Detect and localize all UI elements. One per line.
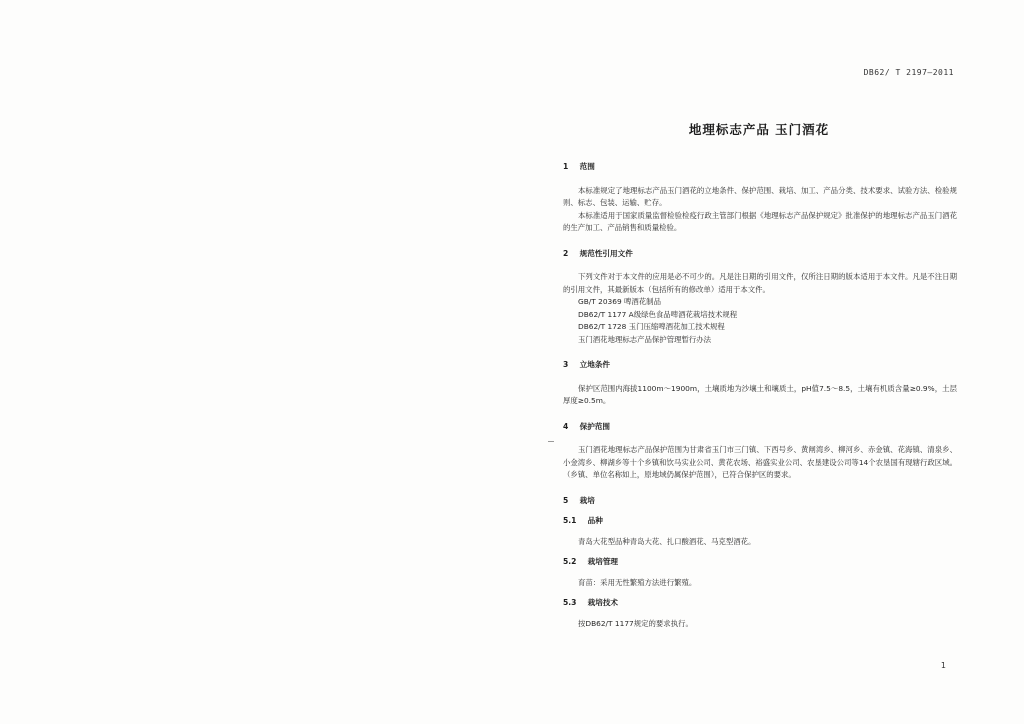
- reference-item: DB62/T 1728 玉门压缩啤酒花加工技术规程: [578, 322, 725, 331]
- section-number: 3: [563, 360, 569, 369]
- section-number: 4: [563, 421, 569, 431]
- paragraph: 下列文件对于本文件的应用是必不可少的。凡是注日期的引用文件，仅所注日期的版本适用于本文件。凡是不注日期的引用文件，其最新版本（包括所有的修改单）适用于本文件。: [563, 272, 957, 294]
- section-title: 保护范围: [579, 421, 611, 431]
- section-title: 栽培: [579, 495, 595, 505]
- page-number: 1: [940, 661, 946, 670]
- subsection-title: 栽培管理: [587, 557, 619, 566]
- paragraph: 本标准适用于国家质量监督检验检疫行政主管部门根据《地理标志产品保护规定》批准保护的地理标志产品玉门酒花的生产加工、产品销售和质量检验。: [563, 210, 957, 232]
- section-title: 规范性引用文件: [579, 248, 633, 258]
- subsection-number: 5.2: [563, 557, 577, 566]
- subsection-number: 5.1: [563, 516, 577, 525]
- document-title: 地理标志产品 玉门酒花: [688, 122, 830, 137]
- subsection-heading-management: [563, 556, 957, 569]
- document-body: [563, 161, 957, 630]
- paragraph: 按DB62/T 1177规定的要求执行。: [578, 618, 693, 628]
- subsection-number: 5.3: [563, 598, 577, 607]
- paragraph: 玉门酒花地理标志产品保护范围为甘肃省玉门市三门镇、下西号乡、黄闸湾乡、柳河乡、赤金镇、花海镇、清泉乡、小金湾乡、柳湖乡等十个乡镇和饮马实业公司、黄花农场、裕盛实业公司、农垦建设公司等14个农垦国有现辖行政区域。（乡镇、单位名称如上，原地域仍属保护范围），已符合保护区的要求。: [563, 445, 957, 479]
- paragraph: 青岛大花型品种青岛大花、扎口酸酒花、马克型酒花。: [578, 536, 756, 546]
- section-title: 范围: [579, 162, 595, 171]
- reference-item: GB/T 20369 啤酒花制品: [578, 297, 661, 306]
- reference-item: 玉门酒花地理标志产品保护管理暂行办法: [578, 334, 712, 344]
- subsection-heading-technique: [563, 597, 957, 610]
- section-number: 2: [563, 248, 569, 258]
- subsection-title: 栽培技术: [587, 598, 619, 607]
- section-heading-protection-scope: [563, 421, 957, 434]
- subsection-heading-variety: [563, 515, 957, 528]
- section-heading-scope: [563, 161, 957, 174]
- section-heading-cultivation: [563, 495, 957, 508]
- section-heading-site-conditions: [563, 359, 957, 372]
- paragraph: 本标准规定了地理标志产品玉门酒花的立地条件、保护范围、栽培、加工、产品分类、技术要求、试验方法、检验规则、标志、包装、运输、贮存。: [563, 185, 957, 207]
- section-number: 5: [563, 495, 569, 505]
- section-title: 立地条件: [579, 360, 611, 369]
- paragraph: 育苗：采用无性繁殖方法进行繁殖。: [578, 577, 697, 587]
- subsection-title: 品种: [587, 516, 603, 525]
- section-heading-normative-references: [563, 248, 957, 261]
- section-number: 1: [563, 162, 569, 171]
- standard-code: DB62/ T 2197—2011: [863, 68, 954, 77]
- reference-item: DB62/T 1177 A级绿色食品啤酒花栽培技术规程: [578, 309, 738, 319]
- paragraph: 保护区范围内海拔1100m～1900m，土壤质地为沙壤土和壤质土，pH值7.5～8.5，土壤有机质含量≥0.9%，土层厚度≥0.5m。: [563, 383, 957, 405]
- scan-mark: [548, 441, 554, 442]
